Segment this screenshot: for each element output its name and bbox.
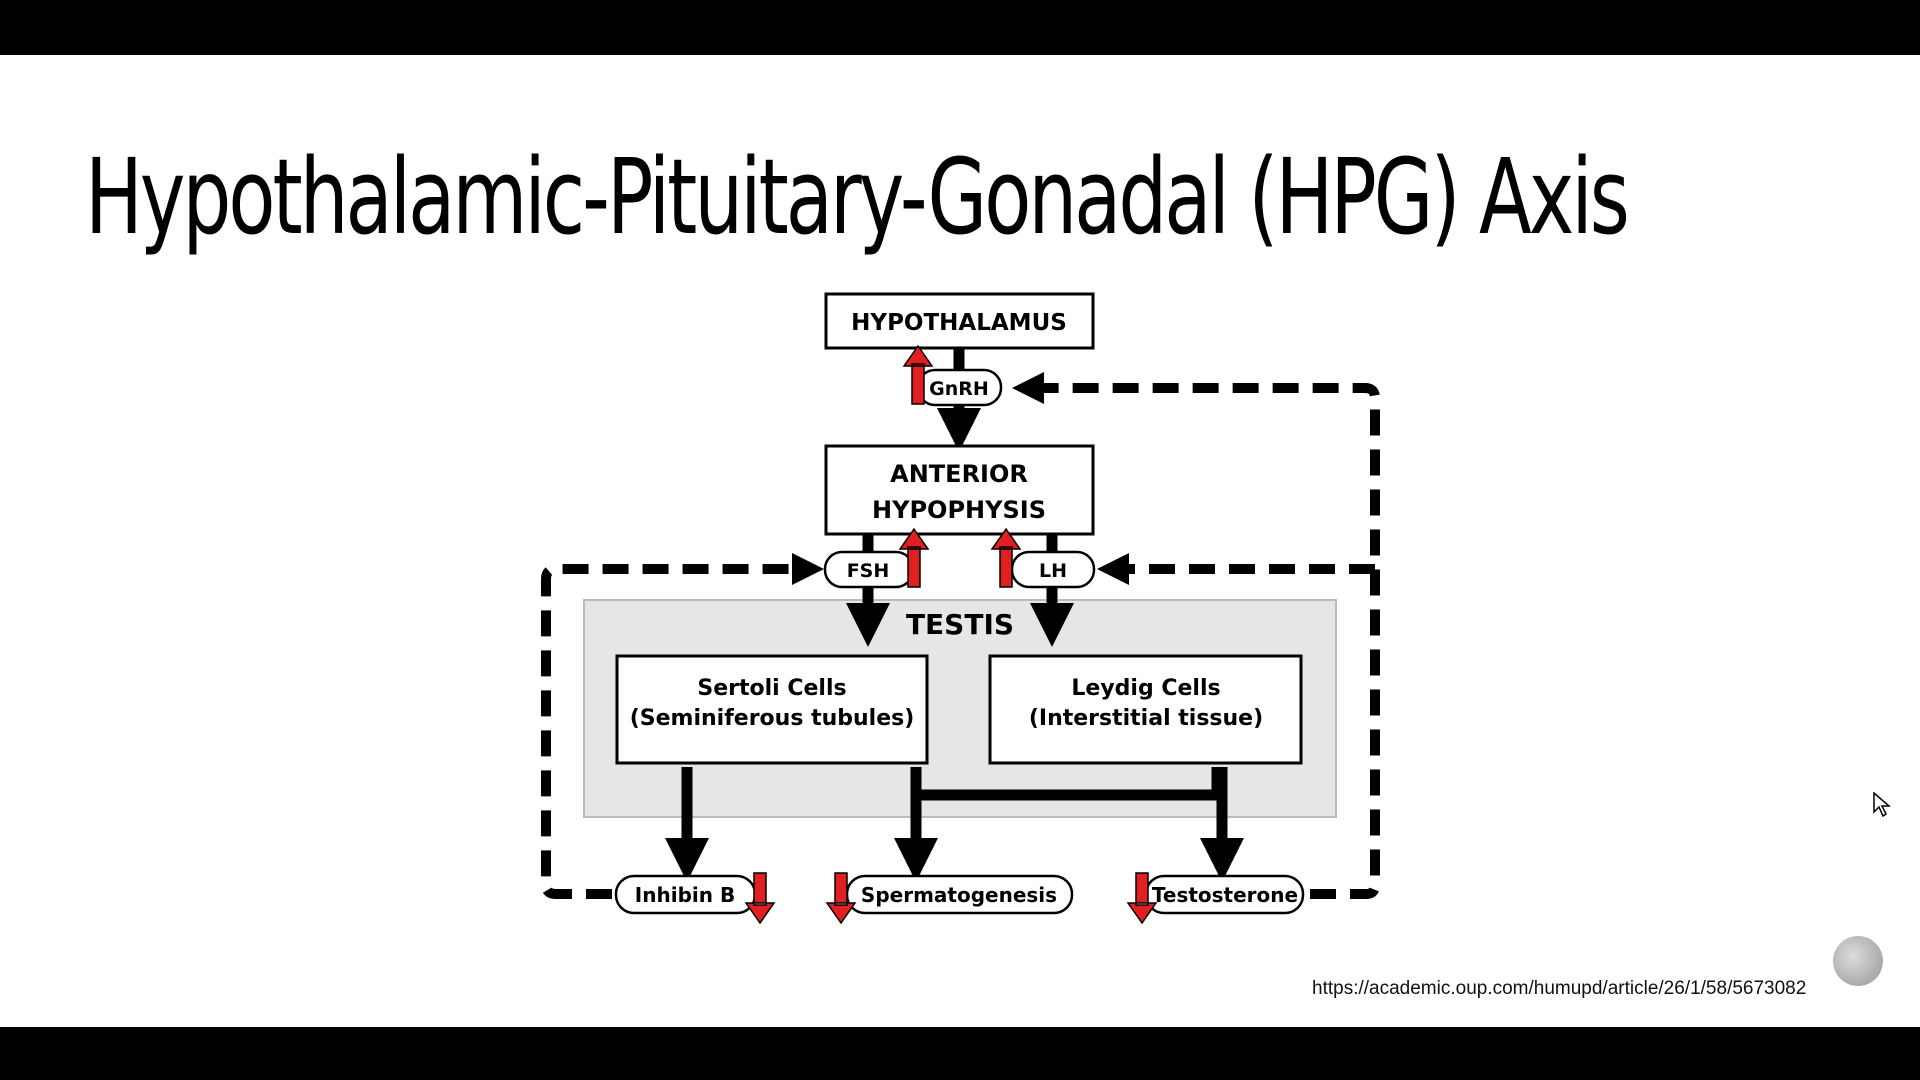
hpg-axis-diagram [0,55,1920,1027]
spermatogenesis-label: Spermatogenesis [860,883,1058,907]
channel-badge-icon [1833,936,1883,986]
anterior-label-line2: HYPOPHYSIS [871,496,1047,524]
slide-title: Hypothalamic-Pituitary-Gonadal (HPG) Axis [85,136,1627,258]
leydig-label-line2: (Interstitial tissue) [1028,706,1264,731]
testosterone-label: Testosterone [1151,883,1299,907]
lh-label: LH [1038,560,1068,582]
gnrh-label: GnRH [929,378,989,400]
inhibin-label: Inhibin B [634,883,736,907]
fsh-label: FSH [846,560,890,582]
sertoli-label-line2: (Seminiferous tubules) [629,706,915,731]
mouse-pointer-icon [1873,792,1891,818]
slide [0,55,1920,1027]
testis-label: TESTIS [905,608,1015,641]
source-url[interactable]: https://academic.oup.com/humupd/article/26/1/58/5673082 [1312,978,1807,999]
hypothalamus-label: HYPOTHALAMUS [851,310,1067,336]
sertoli-label-line1: Sertoli Cells [697,676,847,701]
anterior-label-line1: ANTERIOR [890,460,1028,488]
leydig-label-line1: Leydig Cells [1071,676,1221,701]
